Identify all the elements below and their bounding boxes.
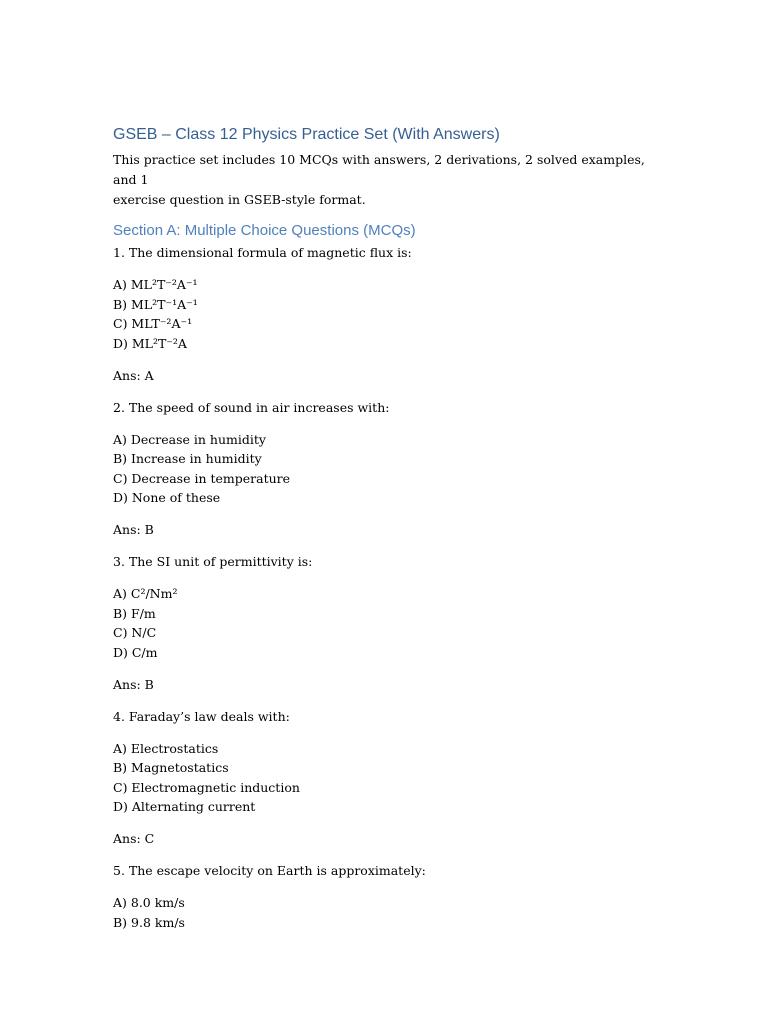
question-text: 2. The speed of sound in air increases with: (113, 399, 390, 415)
document-page (113, 124, 653, 945)
question-text: 3. The SI unit of permittivity is: (113, 554, 313, 569)
option-item: C) N/C (113, 625, 157, 640)
options-list (113, 739, 653, 817)
option-item: B) Increase in humidity (113, 451, 262, 466)
option-item: B) ML²T⁻¹A⁻¹ (113, 296, 198, 312)
answer-text: Ans: A (113, 367, 154, 383)
option-item: C) Electromagnetic induction (113, 779, 300, 795)
option-item: A) Electrostatics (113, 740, 219, 756)
options-list (113, 430, 653, 508)
question-text: 5. The escape velocity on Earth is approximately: (113, 863, 426, 878)
option-item: C) MLT⁻²A⁻¹ (113, 316, 193, 331)
options-list (113, 893, 653, 932)
option-item: C) Decrease in temperature (113, 470, 291, 486)
option-item: D) ML²T⁻²A (113, 335, 187, 351)
option-item: B) 9.8 km/s (113, 914, 185, 930)
option-item: A) ML²T⁻²A⁻¹ (113, 277, 198, 292)
intro-paragraph (113, 150, 653, 210)
answer-text: Ans: C (113, 831, 155, 846)
intro-line: exercise question in GSEB-style format. (113, 192, 366, 207)
answer-text: Ans: B (113, 522, 154, 537)
options-list (113, 275, 653, 353)
question-text: 4. Faraday’s law deals with: (113, 708, 290, 724)
intro-line: This practice set includes 10 MCQs with answers, 2 derivations, 2 solved examples, and 1 (113, 152, 645, 187)
option-item: A) 8.0 km/s (113, 895, 185, 910)
question-text: 1. The dimensional formula of magnetic flux is: (113, 245, 412, 260)
option-item: B) Magnetostatics (113, 760, 229, 775)
option-item: B) F/m (113, 605, 156, 621)
option-item: D) Alternating current (113, 799, 256, 814)
option-item: A) C²/Nm² (113, 586, 178, 601)
section-a-heading: Section A: Multiple Choice Questions (MCQs) (113, 222, 416, 239)
options-list (113, 584, 653, 662)
option-item: D) C/m (113, 644, 158, 660)
option-item: A) Decrease in humidity (113, 431, 266, 447)
option-item: D) None of these (113, 490, 221, 505)
answer-text: Ans: B (113, 676, 154, 692)
document-title: GSEB – Class 12 Physics Practice Set (With Answers) (113, 126, 500, 143)
